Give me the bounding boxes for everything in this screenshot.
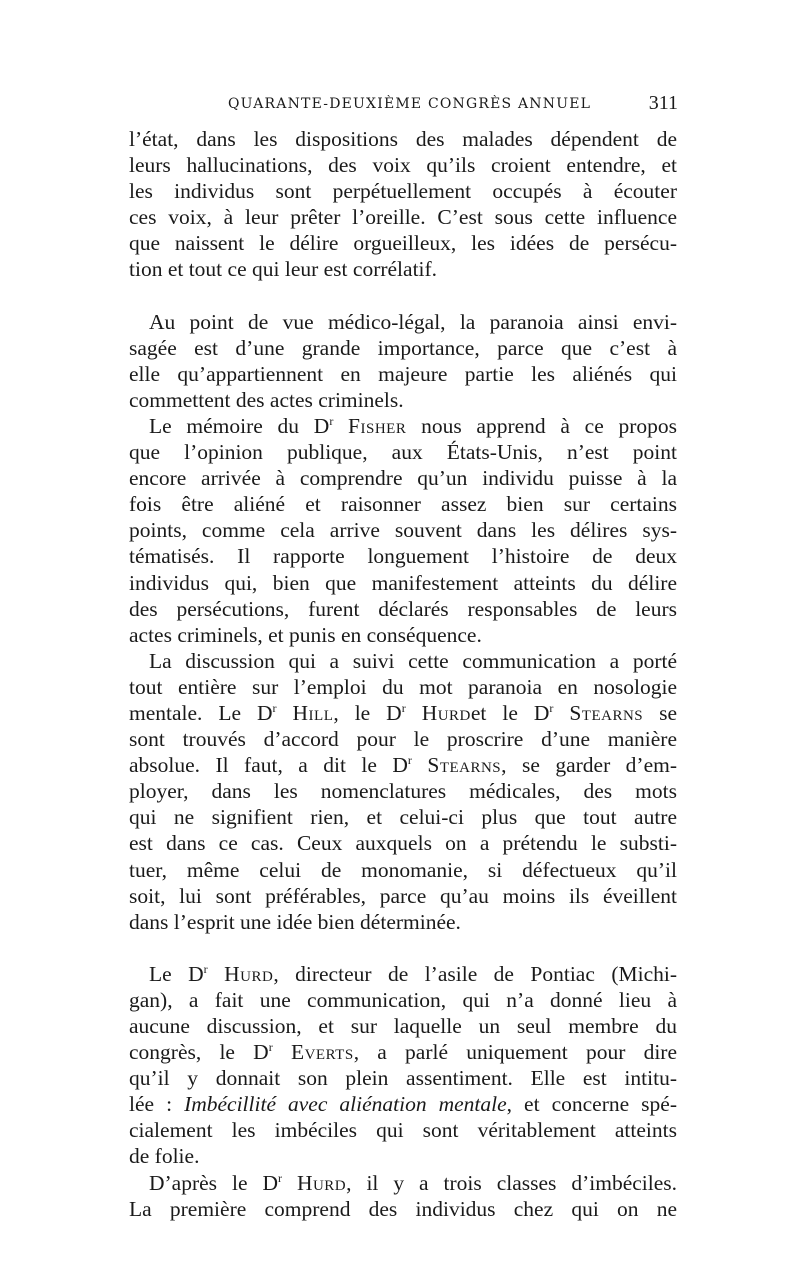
text-line: qui ne signifient rien, et celui-ci plus que tout autre xyxy=(129,805,677,830)
text-line: sagée est d’une grande importance, parce que c’est à xyxy=(129,335,677,360)
paragraph-5 xyxy=(129,961,677,1170)
author-name: Hurd xyxy=(224,961,274,986)
text-line: Le $D^r$ Hurd, directeur de l’asile de Pontiac (Michi- xyxy=(149,961,678,986)
text-line: elle qu’appartiennent en majeure partie les aliénés qui xyxy=(129,361,677,386)
text-line: cialement les imbéciles qui sont véritablement atteints xyxy=(129,1118,677,1143)
superscript: r xyxy=(407,753,412,767)
author-name: Hurd xyxy=(421,700,471,725)
superscript: r xyxy=(277,1170,282,1185)
superscript: r xyxy=(401,700,406,715)
text-line: absolue. Il faut, a dit le $D^r$ Stearns, se garder d’em- xyxy=(129,753,677,778)
page-number: 311 xyxy=(648,92,678,114)
superscript: r xyxy=(549,700,554,715)
text-line: soit, lui sont préférables, parce qu’au moins ils éveillent xyxy=(129,883,677,908)
text-line: La discussion qui a suivi cette communication a porté xyxy=(149,648,677,673)
paragraph-1 xyxy=(129,126,677,283)
text-line: commettent des actes criminels. xyxy=(129,387,404,412)
text-line: dans l’esprit une idée bien déterminée. xyxy=(129,909,461,934)
text-line: tout entière sur l’emploi du mot paranoia en nosologie xyxy=(129,674,677,699)
author-name: Hurd xyxy=(296,1170,347,1195)
author-name: Hill xyxy=(292,700,334,725)
text-line: que l’opinion publique, aux États-Unis, n’est point xyxy=(129,440,677,465)
text-line: points, comme cela arrive souvent dans les délires sys- xyxy=(129,518,677,543)
text-line: les individus sont perpétuellement occupés à écouter xyxy=(129,179,677,204)
author-name: Stearns xyxy=(569,700,644,725)
text-line: sont trouvés d’accord pour le proscrire d’une manière xyxy=(129,727,677,752)
body-text xyxy=(129,126,677,1222)
text-line: leurs hallucinations, des voix qu’ils croient entendre, et xyxy=(129,153,677,178)
text-line: est dans ce cas. Ceux auxquels on a prétendu le substi- xyxy=(129,831,677,856)
text-line: tuer, même celui de monomanie, si défectueux qu’il xyxy=(129,857,677,882)
text-line: actes criminels, et punis en conséquence. xyxy=(129,622,482,647)
text-line: fois être aliéné et raisonner assez bien sur certains xyxy=(129,492,677,517)
text-line: gan), a fait une communication, qui n’a donné lieu à xyxy=(129,987,677,1012)
text-line: tématisés. Il rapporte longuement l’histoire de deux xyxy=(129,544,677,569)
text-line: qu’il y donnait son plein assentiment. Elle est intitu- xyxy=(129,1066,677,1091)
text-line: tion et tout ce qui leur est corrélatif. xyxy=(129,257,438,282)
running-head xyxy=(128,92,678,122)
text-line: ces voix, à leur prêter l’oreille. C’est sous cette influence xyxy=(129,205,677,230)
text-line: Au point de vue médico-légal, la paranoia ainsi envi- xyxy=(149,309,677,334)
text-line: de folie. xyxy=(129,1144,200,1169)
text-line: aucune discussion, et sur laquelle un seul membre du xyxy=(129,1014,677,1038)
paragraph-2 xyxy=(129,309,677,413)
italic-title: Imbécillité avec aliénation mentale xyxy=(184,1092,507,1117)
text-run: Le mémoire du D xyxy=(149,413,330,438)
text-line: des persécutions, furent déclarés responsables de leurs xyxy=(129,596,677,621)
text-line: l’état, dans les dispositions des malades dépendent de xyxy=(129,127,677,151)
text-line: ployer, dans les nomenclatures médicales, des mots xyxy=(129,779,677,804)
author-name: Fisher xyxy=(348,413,407,438)
text-line: La première comprend des individus chez qui on ne xyxy=(129,1196,677,1221)
paragraph-6 xyxy=(129,1170,677,1222)
text-line: individus qui, bien que manifestement atteints du délire xyxy=(129,570,677,595)
text-run: nous apprend à ce propos xyxy=(406,413,677,438)
author-name: Stearns xyxy=(427,753,502,778)
author-name: Everts xyxy=(290,1040,354,1065)
text-line: congrès, le $D^r$ Everts, a parlé uniquement pour dire xyxy=(129,1039,677,1065)
paragraph-4 xyxy=(129,648,677,935)
paragraph-3 xyxy=(129,413,677,648)
text-line: D’après le $D^r$ Hurd, il y a trois classes d’imbéciles. xyxy=(149,1170,678,1195)
superscript: r xyxy=(329,413,334,428)
text-line xyxy=(129,413,677,439)
text-line: encore arrivée à comprendre qu’un individu puisse à la xyxy=(129,466,677,491)
text-line: mentale. Le $D^r$ Hill, le $D^r$ Hurdet le $D^r$ Stearns se xyxy=(129,700,678,725)
superscript: r xyxy=(203,961,208,976)
superscript: r xyxy=(268,1039,273,1054)
superscript: r xyxy=(272,700,277,715)
running-title: QUARANTE-DEUXIÈME CONGRÈS ANNUEL xyxy=(228,96,592,112)
text-line: que naissent le délire orgueilleux, les idées de persécu- xyxy=(129,231,677,256)
text-line: lée : Imbécillité avec aliénation mentale, et concerne spé- xyxy=(129,1092,677,1117)
